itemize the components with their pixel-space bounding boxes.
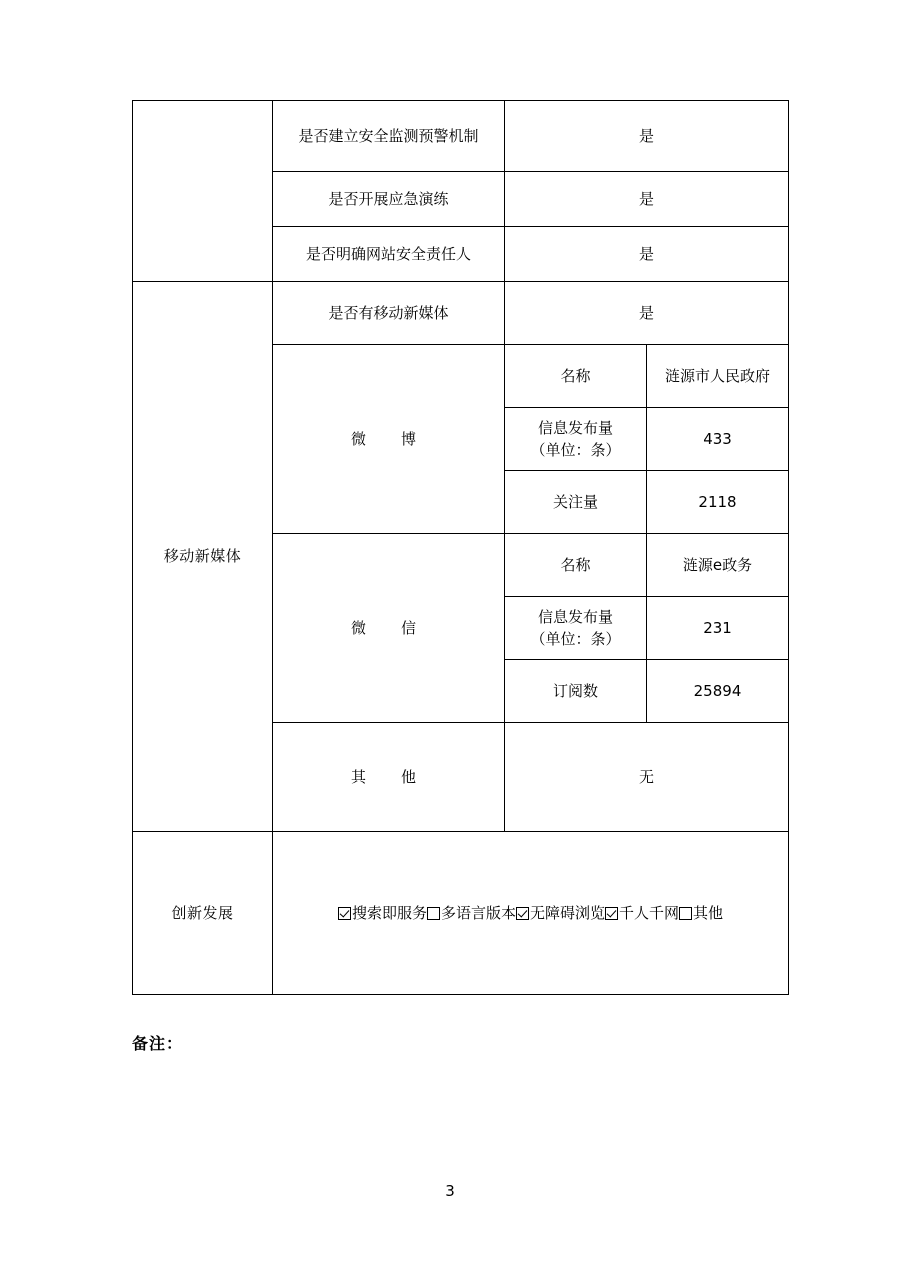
remark-label: 备注： (132, 1034, 184, 1053)
mobile-media-section-label: 移动新媒体 (133, 282, 273, 832)
table-row (133, 101, 789, 172)
checkbox-icon[interactable] (427, 907, 440, 920)
innovation-option-4[interactable] (679, 904, 723, 922)
weixin-subscribers-value: 25894 (647, 660, 789, 723)
checkbox-checked-icon[interactable] (516, 907, 529, 920)
innovation-option-label: 千人千网 (619, 903, 680, 922)
page-number: 3 (445, 1182, 455, 1200)
innovation-option-1[interactable] (427, 904, 516, 922)
other-media-label: 其 他 (273, 723, 505, 832)
weixin-label: 微 信 (273, 534, 505, 723)
weibo-publish-count-label (505, 408, 647, 471)
innovation-options-list[interactable] (277, 902, 784, 925)
security-section-label (133, 101, 273, 282)
security-row-value-2: 是 (505, 227, 789, 282)
weibo-followers-value: 2118 (647, 471, 789, 534)
has-mobile-media-label: 是否有移动新媒体 (273, 282, 505, 345)
weibo-publish-count-label-line1: 信息发布量 (537, 418, 613, 437)
weixin-name-value: 涟源e政务 (647, 534, 789, 597)
weixin-publish-count-label (505, 597, 647, 660)
weibo-name-value: 涟源市人民政府 (647, 345, 789, 408)
innovation-option-label: 其他 (693, 903, 724, 922)
weixin-subscribers-label: 订阅数 (505, 660, 647, 723)
other-media-value: 无 (505, 723, 789, 832)
weibo-publish-count-value: 433 (647, 408, 789, 471)
innovation-option-label: 无障碍浏览 (530, 903, 606, 922)
innovation-option-label: 多语言版本 (440, 903, 516, 922)
security-row-label-0: 是否建立安全监测预警机制 (273, 101, 505, 172)
weibo-followers-label: 关注量 (505, 471, 647, 534)
checkbox-checked-icon[interactable] (605, 907, 618, 920)
security-row-value-0: 是 (505, 101, 789, 172)
table-row (133, 282, 789, 345)
security-row-value-1: 是 (505, 172, 789, 227)
checkbox-icon[interactable] (679, 907, 692, 920)
table-row (133, 832, 789, 995)
weixin-publish-count-label-line2: （单位：条） (530, 630, 621, 648)
innovation-section-label: 创新发展 (133, 832, 273, 995)
security-row-label-1: 是否开展应急演练 (273, 172, 505, 227)
has-mobile-media-value: 是 (505, 282, 789, 345)
weixin-publish-count-value: 231 (647, 597, 789, 660)
checkbox-checked-icon[interactable] (338, 907, 351, 920)
weixin-publish-count-label-line1: 信息发布量 (537, 607, 613, 626)
innovation-option-2[interactable] (516, 904, 605, 922)
innovation-option-0[interactable] (338, 904, 427, 922)
weibo-label: 微 博 (273, 345, 505, 534)
report-table (132, 100, 789, 995)
security-row-label-2: 是否明确网站安全责任人 (273, 227, 505, 282)
innovation-option-3[interactable] (605, 904, 679, 922)
weixin-name-label: 名称 (505, 534, 647, 597)
weibo-publish-count-label-line2: （单位：条） (530, 441, 621, 459)
innovation-option-label: 搜索即服务 (351, 903, 427, 922)
innovation-options-cell (273, 832, 789, 995)
weibo-name-label: 名称 (505, 345, 647, 408)
